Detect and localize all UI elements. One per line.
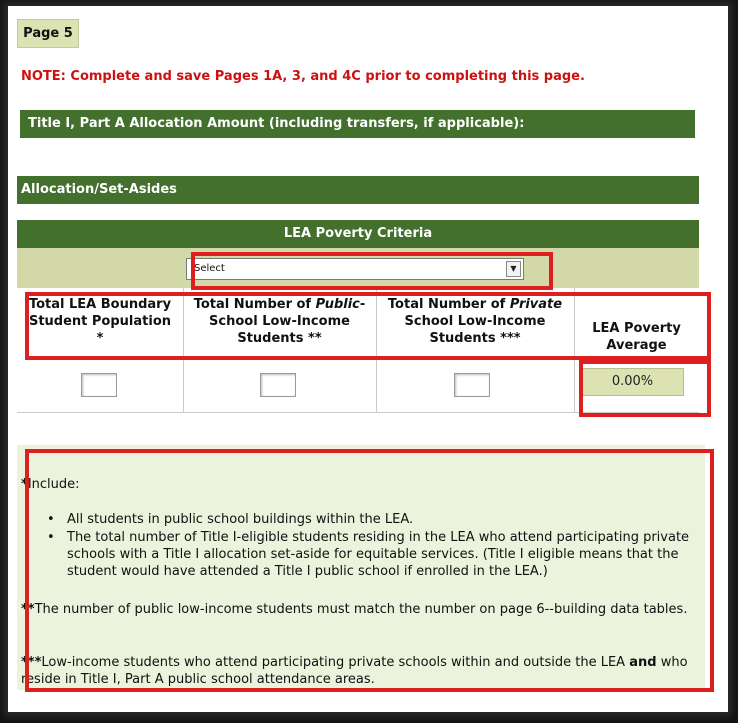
header-private-lowincome bbox=[376, 288, 574, 354]
footnote-text: who reside in Title I, Part A public school attendance areas. bbox=[21, 655, 688, 687]
poverty-average-value: 0.00% bbox=[581, 368, 684, 396]
select-value: Select bbox=[194, 263, 225, 274]
footnote-marker: * bbox=[21, 477, 28, 492]
footnote-text: The number of public low-income students must match the number on page 6--building data tables. bbox=[34, 602, 688, 617]
private-lowincome-input[interactable] bbox=[454, 373, 490, 397]
allocation-setasides-bar: Allocation/Set-Asides bbox=[17, 176, 699, 204]
chevron-down-icon[interactable]: ▼ bbox=[506, 261, 521, 277]
public-lowincome-note bbox=[21, 601, 697, 618]
poverty-criteria-header: LEA Poverty Criteria bbox=[17, 220, 699, 248]
header-poverty-average bbox=[574, 288, 699, 358]
header-text: Students *** bbox=[429, 330, 521, 346]
include-note bbox=[21, 476, 697, 493]
footnotes-panel bbox=[17, 445, 705, 690]
column-total-boundary bbox=[17, 288, 184, 412]
header-text bbox=[194, 296, 366, 313]
header-text-emphasis: Public bbox=[315, 296, 360, 312]
list-item: • The total number of Title I-eligible students residing in the LEA who attend participating private schools with a Title I allocation set-aside for equitable services. (Title I eligible means that the student would have attended a Title I public school if enrolled in the LEA.) bbox=[45, 529, 693, 580]
list-item: • All students in public school buildings within the LEA. bbox=[45, 511, 693, 528]
header-text: Total LEA Boundary bbox=[28, 296, 172, 312]
header-text: School Low-Income bbox=[209, 313, 350, 329]
footnote-text: Low-income students who attend participating private schools within and outside the LEA bbox=[41, 655, 630, 670]
total-boundary-input[interactable] bbox=[81, 373, 117, 397]
footnote-marker: ** bbox=[21, 602, 35, 617]
header-text: School Low-Income bbox=[404, 313, 546, 329]
private-lowincome-note bbox=[21, 654, 697, 688]
include-list bbox=[45, 511, 693, 581]
header-text: LEA Poverty bbox=[592, 321, 681, 336]
header-text bbox=[388, 296, 562, 313]
header-text-emphasis: Private bbox=[509, 296, 563, 312]
header-text: Students ** bbox=[237, 330, 322, 346]
header-text: Average bbox=[606, 338, 667, 353]
allocation-amount-bar: Title I, Part A Allocation Amount (including transfers, if applicable): bbox=[20, 110, 695, 138]
column-private-lowincome bbox=[376, 288, 575, 412]
footnote-emphasis: and bbox=[629, 655, 657, 670]
header-public-lowincome bbox=[183, 288, 376, 354]
header-text: Student Population bbox=[28, 313, 172, 329]
header-text-part: Total Number of bbox=[193, 296, 316, 312]
header-text-part: Total Number of bbox=[387, 296, 510, 312]
include-label: Include: bbox=[27, 477, 80, 492]
header-text-part: - bbox=[359, 296, 366, 312]
public-lowincome-input[interactable] bbox=[260, 373, 296, 397]
header-text: * bbox=[96, 330, 104, 346]
poverty-criteria-select[interactable] bbox=[186, 258, 524, 280]
completion-note: NOTE: Complete and save Pages 1A, 3, and 4C prior to completing this page. bbox=[21, 69, 585, 84]
footnote-marker: *** bbox=[21, 655, 42, 670]
header-total-boundary bbox=[17, 288, 183, 354]
page-badge: Page 5 bbox=[17, 19, 79, 48]
column-public-lowincome bbox=[183, 288, 377, 412]
